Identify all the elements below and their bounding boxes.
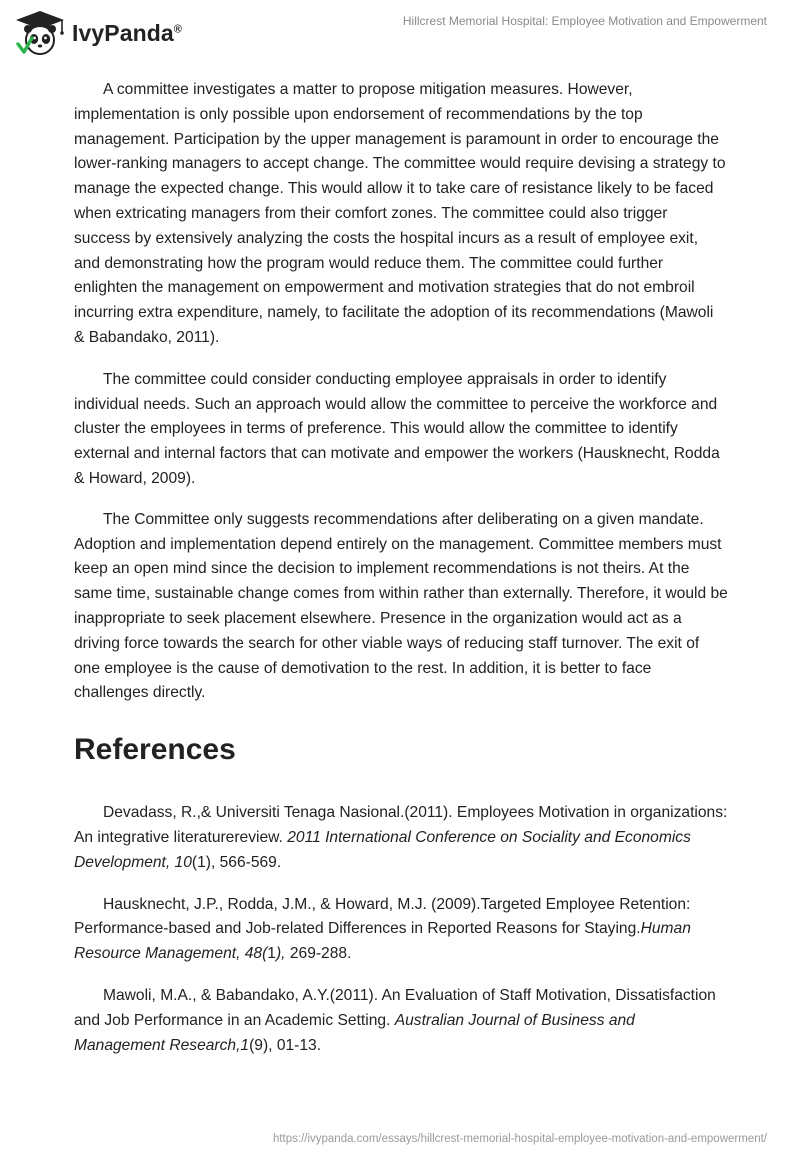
body-paragraph-3: The Committee only suggests recommendations after deliberating on a given mandate. Adoption and implementation depend entirely on the management. Committee members must keep an open mind since the decision to implement recommendations is not theirs. At the same time, sustainable change comes from within rather than externally. Therefore, it would be inappropriate to seek placement elsewhere. Presence in the organization would act as a driving force towards the search for other viable ways of reducing staff turnover. The exit of one employee is the cause of demotivation to the rest. In addition, it is better to face challenges directly. — [74, 510, 728, 702]
references-heading: References — [74, 733, 236, 767]
brand-logo[interactable] — [12, 8, 182, 58]
brand-name: IvyPanda® — [72, 19, 183, 46]
body-paragraph-1: A committee investigates a matter to propose mitigation measures. However, implementation is only possible upon endorsement of recommendations by the top management. Participation by the upper management is paramount in order to encourage the lower-ranking managers to accept change. The committee would require devising a strategy to manage the expected change. This would allow it to take care of resistance likely to be faced when extricating managers from their comfort zones. The committee could also trigger success by extensively analyzing the costs the hospital incurs as a result of employee exit, and demonstrating how the program would reduce them. The committee could further enlighten the management on empowerment and motivation strategies that do not embroil incurring extra expenditure, namely, to facilitate the adoption of its recommendations (Mawoli & Babandako, 2011). — [74, 81, 726, 346]
reference-item-1: Devadass, R.,& Universiti Tenaga Nasional.(2011). Employees Motivation in organizations: An integrative literaturereview. 2011 International Conference on Sociality and Economics Development, 10(1), 566-569. — [74, 804, 728, 871]
panda-graduate-icon — [12, 8, 68, 58]
page-header — [0, 0, 800, 70]
body-paragraph-2: The committee could consider conducting employee appraisals in order to identify individual needs. Such an approach would allow the committee to perceive the workforce and cluster the employees in terms of preference. This would allow the committee to identify external and internal factors that can motivate and empower the workers (Hausknecht, Rodda & Howard, 2009). — [74, 370, 720, 487]
running-title: Hillcrest Memorial Hospital: Employee Motivation and Empowerment — [402, 14, 767, 28]
reference-item-2: Hausknecht, J.P., Rodda, J.M., & Howard, M.J. (2009).Targeted Employee Retention: Performance-based and Job-related Differences in Reported Reasons for Staying.Human Resource Management, 48(1), 269-288. — [74, 895, 691, 963]
reference-item-3: Mawoli, M.A., & Babandako, A.Y.(2011). An Evaluation of Staff Motivation, Dissatisfaction and Job Performance in an Academic Setting. Australian Journal of Business and Management Research,1(9), 01-13. — [74, 986, 716, 1054]
source-url[interactable]: https://ivypanda.com/essays/hillcrest-memorial-hospital-employee-motivation-and-empowerment/ — [272, 1133, 767, 1145]
registered-mark: ® — [173, 22, 183, 35]
document-body — [74, 78, 728, 1075]
